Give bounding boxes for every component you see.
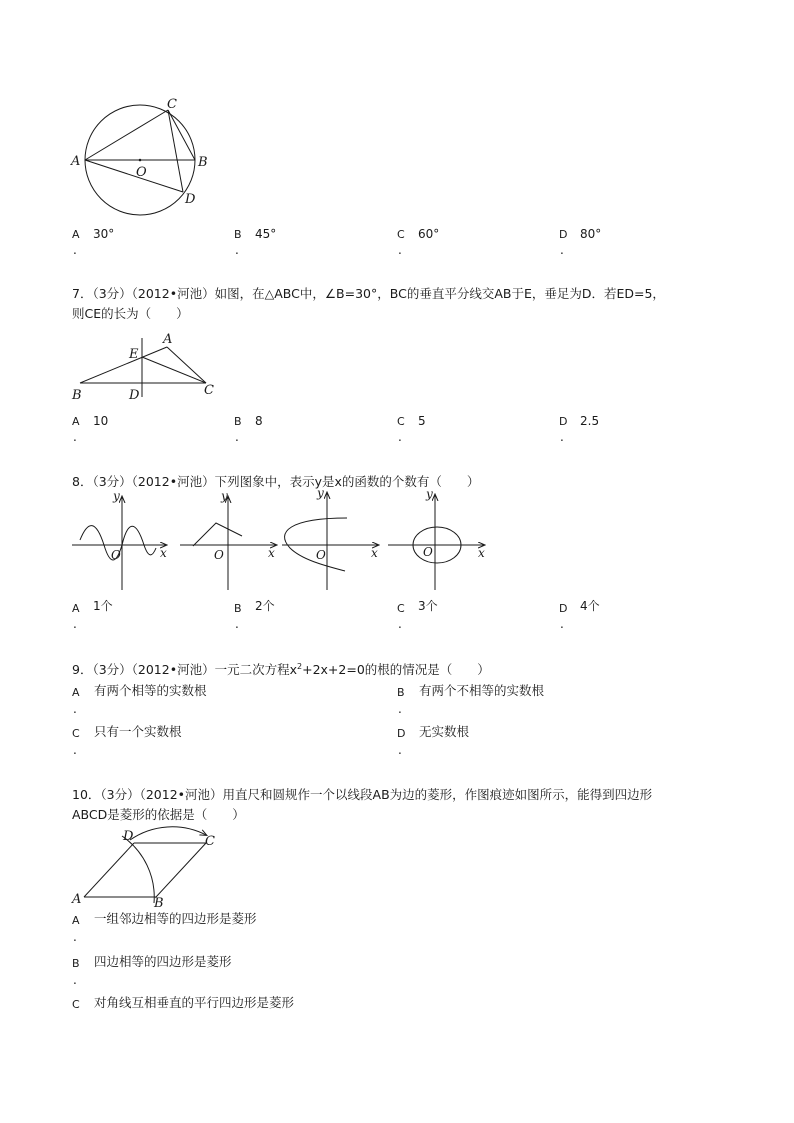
q10-option-a-dot: . bbox=[73, 930, 77, 944]
q10-option-b-letter: B bbox=[72, 957, 80, 970]
q7-option-d-letter: D bbox=[559, 415, 568, 428]
q7-number: 7． bbox=[72, 286, 93, 301]
q7-label-d: D bbox=[129, 388, 140, 403]
q7-option-c-dot: . bbox=[398, 430, 402, 444]
q10-source: （2012•河池） bbox=[139, 787, 223, 802]
q8-score: （3分） bbox=[92, 474, 132, 489]
q9-option-c-value: 只有一个实数根 bbox=[94, 724, 182, 739]
q6-option-d-dot: . bbox=[560, 243, 564, 257]
q9-source: （2012•河池） bbox=[131, 662, 215, 677]
q7-option-b-dot: . bbox=[235, 430, 239, 444]
q10-label-c: C bbox=[205, 834, 215, 849]
q9-stem-before: 一元二次方程x bbox=[214, 662, 297, 677]
q7-label-a: A bbox=[163, 332, 173, 347]
q9-option-b-dot: . bbox=[398, 702, 402, 716]
q8-option-c-letter: C bbox=[397, 602, 405, 615]
q7-option-b-value: 8 bbox=[255, 414, 263, 428]
q8-option-b-letter: B bbox=[234, 602, 242, 615]
q9-option-c-dot: . bbox=[73, 743, 77, 757]
q10-label-d: D bbox=[123, 829, 134, 844]
q6-option-a-letter: A bbox=[72, 228, 80, 241]
q7-score: （3分） bbox=[92, 286, 132, 301]
q6-label-d: D bbox=[185, 192, 196, 207]
q8-option-c-value: 3个 bbox=[418, 599, 438, 613]
q10-option-b-dot: . bbox=[73, 973, 77, 987]
q6-option-b-dot: . bbox=[235, 243, 239, 257]
q7-option-d-value: 2.5 bbox=[580, 414, 600, 428]
q10-option-b-value: 四边相等的四边形是菱形 bbox=[94, 954, 232, 969]
q9-number: 9． bbox=[72, 662, 93, 677]
q6-option-c-dot: . bbox=[398, 243, 402, 257]
q8-graph-2-label-y: y bbox=[221, 489, 228, 503]
q8-graph-3-label-y: y bbox=[317, 486, 324, 500]
q7-label-b: B bbox=[72, 388, 82, 403]
q6-label-o: O bbox=[136, 165, 147, 180]
q8-option-b-dot: . bbox=[235, 617, 239, 631]
q8-graph-2-label-x: x bbox=[268, 546, 275, 560]
q8-option-a-dot: . bbox=[73, 617, 77, 631]
q9-option-d-letter: D bbox=[397, 727, 406, 740]
q6-label-b: B bbox=[198, 155, 208, 170]
q7-source: （2012•河池） bbox=[131, 286, 215, 301]
q8-graph-3-label-o: O bbox=[316, 548, 326, 562]
q9-stem-after: +2x+2=0的根的情况是（ ） bbox=[302, 662, 490, 677]
q8-stem: 下列图象中，表示y是x的函数的个数有（ ） bbox=[214, 474, 480, 489]
q6-label-a: A bbox=[71, 154, 81, 169]
q8-graph-4-label-x: x bbox=[478, 546, 485, 560]
q8-option-b-value: 2个 bbox=[255, 599, 275, 613]
q7-stem-line2: 则CE的长为（ ） bbox=[72, 306, 189, 321]
q7-option-d-dot: . bbox=[560, 430, 564, 444]
q9-option-a-dot: . bbox=[73, 702, 77, 716]
q10-stem-line2: ABCD是菱形的依据是（ ） bbox=[72, 807, 245, 822]
q10-label-a: A bbox=[72, 892, 82, 907]
q6-option-a-value: 30° bbox=[93, 227, 115, 241]
q8-option-a-letter: A bbox=[72, 602, 80, 615]
q8-graph-2-label-o: O bbox=[214, 548, 224, 562]
q9-option-b-value: 有两个不相等的实数根 bbox=[419, 683, 545, 698]
q8-graph-4-label-y: y bbox=[426, 487, 433, 501]
q7-option-b-letter: B bbox=[234, 415, 242, 428]
q8-number: 8． bbox=[72, 474, 93, 489]
q7-label-e: E bbox=[129, 347, 139, 362]
q7-option-c-letter: C bbox=[397, 415, 405, 428]
q9-score: （3分） bbox=[92, 662, 132, 677]
q8-graph-1-label-x: x bbox=[160, 546, 167, 560]
q7-label-c: C bbox=[204, 383, 214, 398]
q8-graph-1-label-o: O bbox=[111, 548, 121, 562]
q10-number: 10． bbox=[72, 787, 101, 802]
q10-option-c-value: 对角线互相垂直的平行四边形是菱形 bbox=[94, 995, 295, 1010]
q8-option-d-value: 4个 bbox=[580, 599, 600, 613]
q8-graph-1-label-y: y bbox=[113, 489, 120, 503]
q9-option-a-value: 有两个相等的实数根 bbox=[94, 683, 207, 698]
q6-option-c-value: 60° bbox=[418, 227, 440, 241]
q8-option-d-letter: D bbox=[559, 602, 568, 615]
q10-arc-from-b bbox=[130, 827, 206, 840]
q8-option-d-dot: . bbox=[560, 617, 564, 631]
q7-option-a-letter: A bbox=[72, 415, 80, 428]
q6-option-d-letter: D bbox=[559, 228, 568, 241]
q9-option-d-dot: . bbox=[398, 743, 402, 757]
q7-option-c-value: 5 bbox=[418, 414, 426, 428]
q6-option-a-dot: . bbox=[73, 243, 77, 257]
q9-stem-exponent: 2 bbox=[297, 662, 303, 671]
q8-option-a-value: 1个 bbox=[93, 599, 113, 613]
q7-option-a-value: 10 bbox=[93, 414, 109, 428]
q7-stem: 如图，在△ABC中，∠B=30°，BC的垂直平分线交AB于E，垂足为D．若ED=5， bbox=[214, 286, 665, 301]
q10-option-c-letter: C bbox=[72, 998, 80, 1011]
q9-option-b-letter: B bbox=[397, 686, 405, 699]
q7-option-a-dot: . bbox=[73, 430, 77, 444]
q6-option-b-letter: B bbox=[234, 228, 242, 241]
q10-option-a-letter: A bbox=[72, 914, 80, 927]
q9-option-d-value: 无实数根 bbox=[419, 724, 470, 739]
q6-option-d-value: 80° bbox=[580, 227, 602, 241]
q8-graph-3-label-x: x bbox=[371, 546, 378, 560]
q9-option-a-letter: A bbox=[72, 686, 80, 699]
q6-option-c-letter: C bbox=[397, 228, 405, 241]
q6-label-c: C bbox=[167, 97, 177, 112]
q8-source: （2012•河池） bbox=[131, 474, 215, 489]
q10-stem: 用直尺和圆规作一个以线段AB为边的菱形，作图痕迹如图所示，能得到四边形 bbox=[222, 787, 653, 802]
q8-graph-4-label-o: O bbox=[423, 545, 433, 559]
q10-option-a-value: 一组邻边相等的四边形是菱形 bbox=[94, 911, 257, 926]
q6-option-b-value: 45° bbox=[255, 227, 277, 241]
q10-line-bc bbox=[156, 843, 206, 897]
q10-arc-from-a bbox=[122, 836, 154, 903]
q10-label-b: B bbox=[154, 896, 164, 911]
q8-option-c-dot: . bbox=[398, 617, 402, 631]
q9-option-c-letter: C bbox=[72, 727, 80, 740]
q10-line-ad bbox=[84, 843, 134, 897]
q10-score: （3分） bbox=[100, 787, 140, 802]
